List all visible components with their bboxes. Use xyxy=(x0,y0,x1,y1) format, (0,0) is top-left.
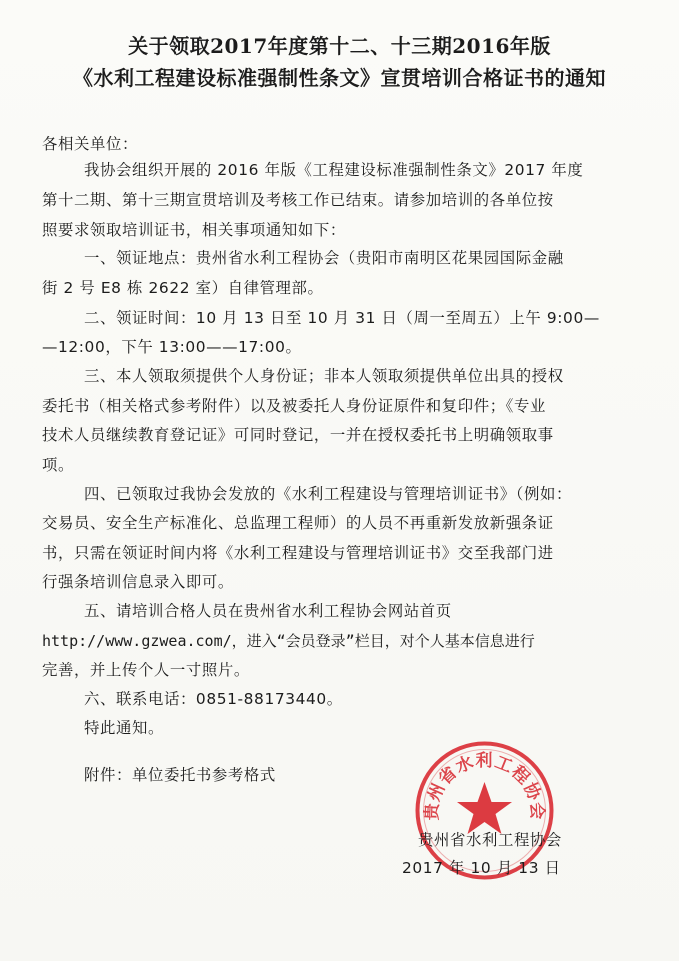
intro-line-3: 照要求领取培训证书，相关事项通知如下： xyxy=(42,221,346,239)
item3-line-3: 技术人员继续教育登记证》可同时登记，一并在授权委托书上明确领取事 xyxy=(42,426,554,444)
item4-line-4: 行强条培训信息录入即可。 xyxy=(42,573,234,591)
intro-line-2: 第十二期、第十三期宣贯培训及考核工作已结束。请参加培训的各单位按 xyxy=(42,191,554,209)
item4-line-1: 四、已领取过我协会发放的《水利工程建设与管理培训证书》（例如： xyxy=(84,485,573,503)
item3-line-1: 三、本人领取须提供个人身份证；非本人领取须提供单位出具的授权 xyxy=(84,367,564,385)
notice-title-line1: 关于领取2017年度第十二、十三期2016年版 xyxy=(128,34,551,58)
item5-line-2: http://www.gzwea.com/，进入“会员登录”栏目，对个人基本信息进行 xyxy=(42,632,535,650)
signature-date: 2017 年 10 月 13 日 xyxy=(402,859,561,877)
salutation: 各相关单位： xyxy=(42,135,138,153)
intro-line-1: 我协会组织开展的 2016 年版《工程建设标准强制性条文》2017 年度 xyxy=(84,161,584,179)
item1-line-1: 一、领证地点：贵州省水利工程协会（贵阳市南明区花果园国际金融 xyxy=(84,249,564,267)
item1-line-2: 街 2 号 E8 栋 2622 室）自律管理部。 xyxy=(42,279,324,297)
item6-contact-phone: 六、联系电话：0851-88173440。 xyxy=(84,690,343,708)
signature-organization: 贵州省水利工程协会 xyxy=(418,831,562,849)
item4-line-2: 交易员、安全生产标准化、总监理工程师）的人员不再重新发放新强条证 xyxy=(42,514,554,532)
notice-title-line2: 《水利工程建设标准强制性条文》宣贯培训合格证书的通知 xyxy=(73,66,606,90)
item2-line-2: —12:00，下午 13:00——17:00。 xyxy=(42,338,302,356)
attachment-note: 附件：单位委托书参考格式 xyxy=(84,766,276,784)
item5-line-3: 完善，并上传个人一寸照片。 xyxy=(42,661,250,679)
item5-line-1: 五、请培训合格人员在贵州省水利工程协会网站首页 xyxy=(84,602,452,620)
seal-star-icon xyxy=(457,782,512,834)
item4-line-3: 书，只需在领证时间内将《水利工程建设与管理培训证书》交至我部门进 xyxy=(42,544,554,562)
item2-line-1: 二、领证时间：10 月 13 日至 10 月 31 日（周一至周五）上午 9:00— xyxy=(84,309,600,327)
item3-line-2: 委托书（相关格式参考附件）以及被委托人身份证原件和复印件；《专业 xyxy=(42,397,547,415)
closing-text: 特此通知。 xyxy=(84,719,164,737)
seal-text: 贵州省水利工程协会 xyxy=(422,751,547,821)
item3-line-4: 项。 xyxy=(42,456,74,474)
